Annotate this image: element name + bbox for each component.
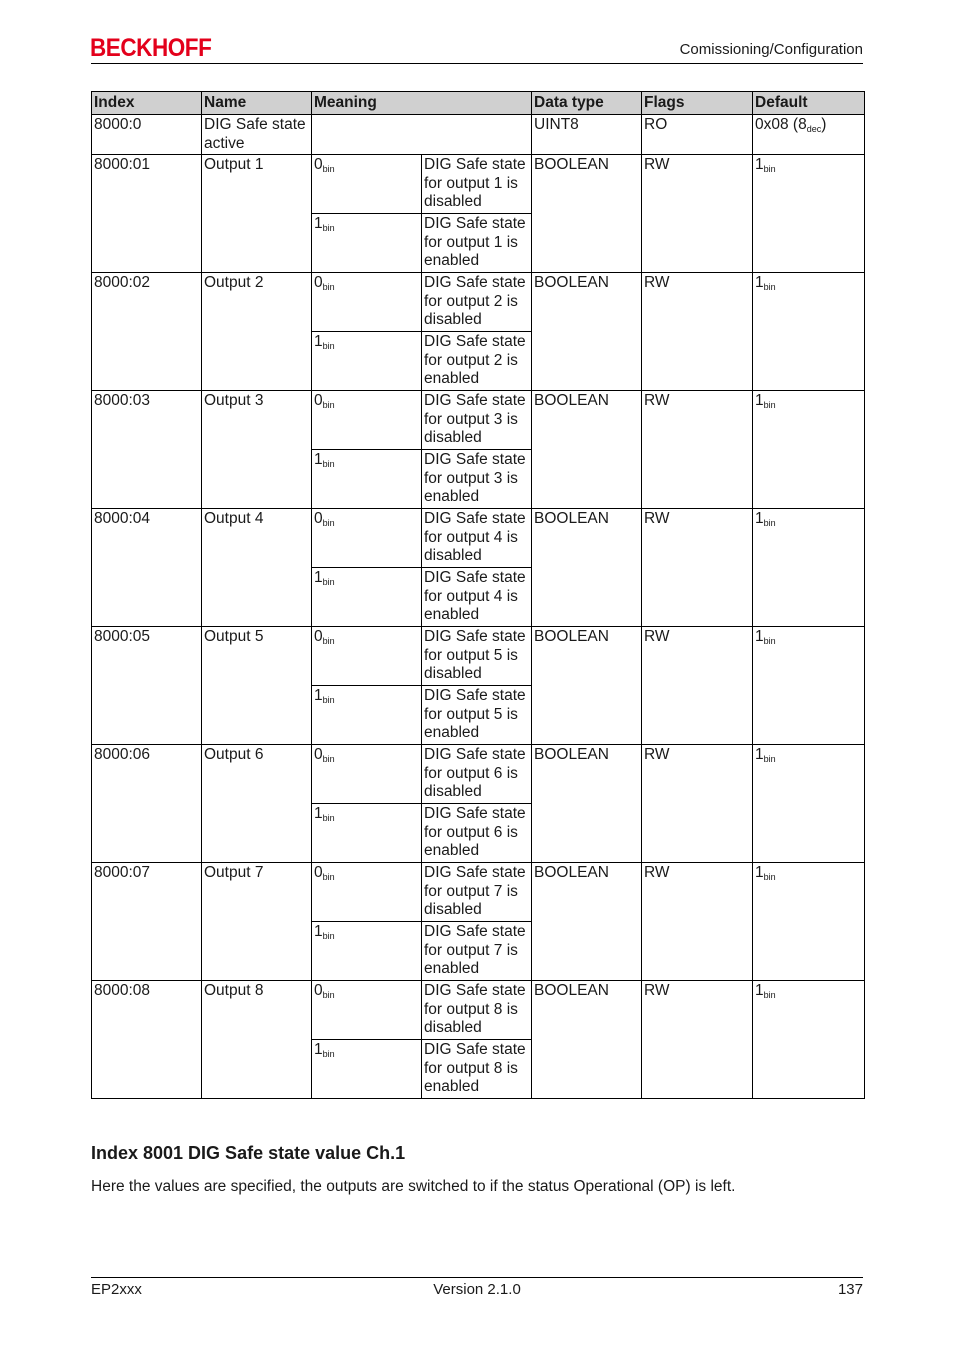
cell-value <box>312 450 422 509</box>
cell-meaning: DIG Safe state for output 5 is enabled <box>422 686 532 745</box>
table-header-row <box>92 92 865 115</box>
cell-meaning: DIG Safe state for output 2 is enabled <box>422 332 532 391</box>
value-unit: bin <box>322 518 335 528</box>
value-unit: bin <box>322 813 335 823</box>
cell-flags: RW <box>642 273 753 391</box>
cell-meaning: DIG Safe state for output 7 is disabled <box>422 863 532 922</box>
default-unit: bin <box>763 872 776 882</box>
cell-default <box>753 273 865 391</box>
cell-data-type: BOOLEAN <box>532 863 642 981</box>
value-unit: bin <box>322 164 335 174</box>
value-digit: 1 <box>314 923 323 940</box>
table-row <box>92 273 865 332</box>
cell-flags: RO <box>642 115 753 155</box>
cell-meaning: DIG Safe state for output 3 is disabled <box>422 391 532 450</box>
header-divider <box>91 63 863 64</box>
cell-value <box>312 155 422 214</box>
default-unit: bin <box>763 754 776 764</box>
beckhoff-logo: BECKHOFF <box>90 34 212 62</box>
default-value: 1 <box>755 864 764 881</box>
cell-name: Output 2 <box>202 273 312 391</box>
table-row <box>92 863 865 922</box>
value-unit: bin <box>322 223 335 233</box>
cell-value <box>312 391 422 450</box>
cell-value <box>312 686 422 745</box>
cell-value <box>312 509 422 568</box>
cell-name: Output 8 <box>202 981 312 1099</box>
cell-data-type: BOOLEAN <box>532 745 642 863</box>
cell-data-type: BOOLEAN <box>532 391 642 509</box>
cell-flags: RW <box>642 981 753 1099</box>
cell-default <box>753 391 865 509</box>
table-row <box>92 115 865 155</box>
cell-flags: RW <box>642 509 753 627</box>
col-data-type: Data type <box>532 92 642 115</box>
cell-default <box>753 745 865 863</box>
cell-meaning: DIG Safe state for output 4 is enabled <box>422 568 532 627</box>
cell-flags: RW <box>642 863 753 981</box>
default-value: 1 <box>755 392 764 409</box>
value-digit: 1 <box>314 687 323 704</box>
cell-index: 8000:0 <box>92 115 202 155</box>
cell-data-type: BOOLEAN <box>532 627 642 745</box>
object-table <box>91 91 865 1099</box>
cell-index: 8000:06 <box>92 745 202 863</box>
cell-data-type: BOOLEAN <box>532 981 642 1099</box>
section-title: Index 8001 DIG Safe state value Ch.1 <box>91 1143 406 1163</box>
cell-meaning: DIG Safe state for output 6 is enabled <box>422 804 532 863</box>
cell-name: Output 3 <box>202 391 312 509</box>
default-value: 1 <box>755 156 764 173</box>
cell-index: 8000:03 <box>92 391 202 509</box>
cell-meaning: DIG Safe state for output 1 is disabled <box>422 155 532 214</box>
value-digit: 0 <box>314 510 323 527</box>
cell-index: 8000:05 <box>92 627 202 745</box>
value-digit: 1 <box>314 805 323 822</box>
cell-value <box>312 568 422 627</box>
value-unit: bin <box>322 341 335 351</box>
cell-value <box>312 804 422 863</box>
value-digit: 1 <box>314 1041 323 1058</box>
cell-value <box>312 627 422 686</box>
value-unit: bin <box>322 1049 335 1059</box>
cell-default <box>753 627 865 745</box>
col-meaning: Meaning <box>312 92 532 115</box>
col-flags: Flags <box>642 92 753 115</box>
value-digit: 0 <box>314 864 323 881</box>
cell-name: Output 4 <box>202 509 312 627</box>
cell-default <box>753 863 865 981</box>
cell-value <box>312 981 422 1040</box>
value-digit: 0 <box>314 746 323 763</box>
default-unit: bin <box>763 636 776 646</box>
cell-data-type: BOOLEAN <box>532 509 642 627</box>
default-unit: bin <box>763 400 776 410</box>
default-unit: bin <box>763 282 776 292</box>
footer-divider <box>91 1277 863 1278</box>
table-row <box>92 155 865 214</box>
cell-flags: RW <box>642 155 753 273</box>
default-value: 1 <box>755 274 764 291</box>
section-header: Comissioning/Configuration <box>679 41 863 58</box>
default-value: 1 <box>755 628 764 645</box>
cell-value <box>312 863 422 922</box>
value-digit: 1 <box>314 333 323 350</box>
cell-value <box>312 273 422 332</box>
value-unit: bin <box>322 282 335 292</box>
value-digit: 1 <box>314 451 323 468</box>
default-unit: bin <box>763 164 776 174</box>
table-row <box>92 745 865 804</box>
cell-data-type: BOOLEAN <box>532 273 642 391</box>
cell-value <box>312 1040 422 1099</box>
cell-name: Output 1 <box>202 155 312 273</box>
table-row <box>92 627 865 686</box>
cell-default <box>753 115 865 155</box>
value-unit: bin <box>322 695 335 705</box>
cell-flags: RW <box>642 745 753 863</box>
value-unit: bin <box>322 931 335 941</box>
value-unit: bin <box>322 459 335 469</box>
default-value: 1 <box>755 982 764 999</box>
page-number: 137 <box>837 1281 863 1298</box>
value-unit: bin <box>322 754 335 764</box>
cell-value <box>312 745 422 804</box>
col-default: Default <box>753 92 865 115</box>
default-close: ) <box>821 116 827 133</box>
default-unit: dec <box>806 124 822 134</box>
cell-name: Output 5 <box>202 627 312 745</box>
footer-version: Version 2.1.0 <box>433 1281 521 1298</box>
value-digit: 0 <box>314 274 323 291</box>
cell-meaning: DIG Safe state for output 5 is disabled <box>422 627 532 686</box>
cell-meaning: DIG Safe state for output 1 is enabled <box>422 214 532 273</box>
cell-name: DIG Safe state active <box>202 115 312 155</box>
cell-value <box>312 922 422 981</box>
footer-product: EP2xxx <box>91 1281 142 1298</box>
cell-index: 8000:04 <box>92 509 202 627</box>
value-digit: 0 <box>314 982 323 999</box>
cell-default <box>753 981 865 1099</box>
cell-index: 8000:02 <box>92 273 202 391</box>
value-digit: 0 <box>314 628 323 645</box>
default-unit: bin <box>763 518 776 528</box>
value-digit: 0 <box>314 392 323 409</box>
col-name: Name <box>202 92 312 115</box>
value-unit: bin <box>322 400 335 410</box>
default-value: 0x08 (8 <box>755 116 807 133</box>
section-text: Here the values are specified, the outputs are switched to if the status Operational (OP) is left. <box>91 1178 736 1195</box>
default-value: 1 <box>755 746 764 763</box>
cell-value <box>312 332 422 391</box>
value-unit: bin <box>322 577 335 587</box>
cell-value <box>312 214 422 273</box>
cell-flags: RW <box>642 627 753 745</box>
value-unit: bin <box>322 636 335 646</box>
cell-flags: RW <box>642 391 753 509</box>
cell-data-type: UINT8 <box>532 115 642 155</box>
table-row <box>92 391 865 450</box>
cell-index: 8000:07 <box>92 863 202 981</box>
cell-index: 8000:08 <box>92 981 202 1099</box>
col-index: Index <box>92 92 202 115</box>
value-unit: bin <box>322 990 335 1000</box>
cell-index: 8000:01 <box>92 155 202 273</box>
default-unit: bin <box>763 990 776 1000</box>
cell-meaning: DIG Safe state for output 8 is enabled <box>422 1040 532 1099</box>
cell-name: Output 6 <box>202 745 312 863</box>
default-value: 1 <box>755 510 764 527</box>
cell-meaning: DIG Safe state for output 6 is disabled <box>422 745 532 804</box>
value-unit: bin <box>322 872 335 882</box>
value-digit: 1 <box>314 569 323 586</box>
cell-meaning: DIG Safe state for output 2 is disabled <box>422 273 532 332</box>
cell-meaning <box>312 115 532 155</box>
cell-meaning: DIG Safe state for output 7 is enabled <box>422 922 532 981</box>
cell-meaning: DIG Safe state for output 8 is disabled <box>422 981 532 1040</box>
table-row <box>92 981 865 1040</box>
cell-data-type: BOOLEAN <box>532 155 642 273</box>
value-digit: 1 <box>314 215 323 232</box>
value-digit: 0 <box>314 156 323 173</box>
cell-meaning: DIG Safe state for output 3 is enabled <box>422 450 532 509</box>
cell-default <box>753 155 865 273</box>
cell-name: Output 7 <box>202 863 312 981</box>
table-row <box>92 509 865 568</box>
cell-meaning: DIG Safe state for output 4 is disabled <box>422 509 532 568</box>
cell-default <box>753 509 865 627</box>
